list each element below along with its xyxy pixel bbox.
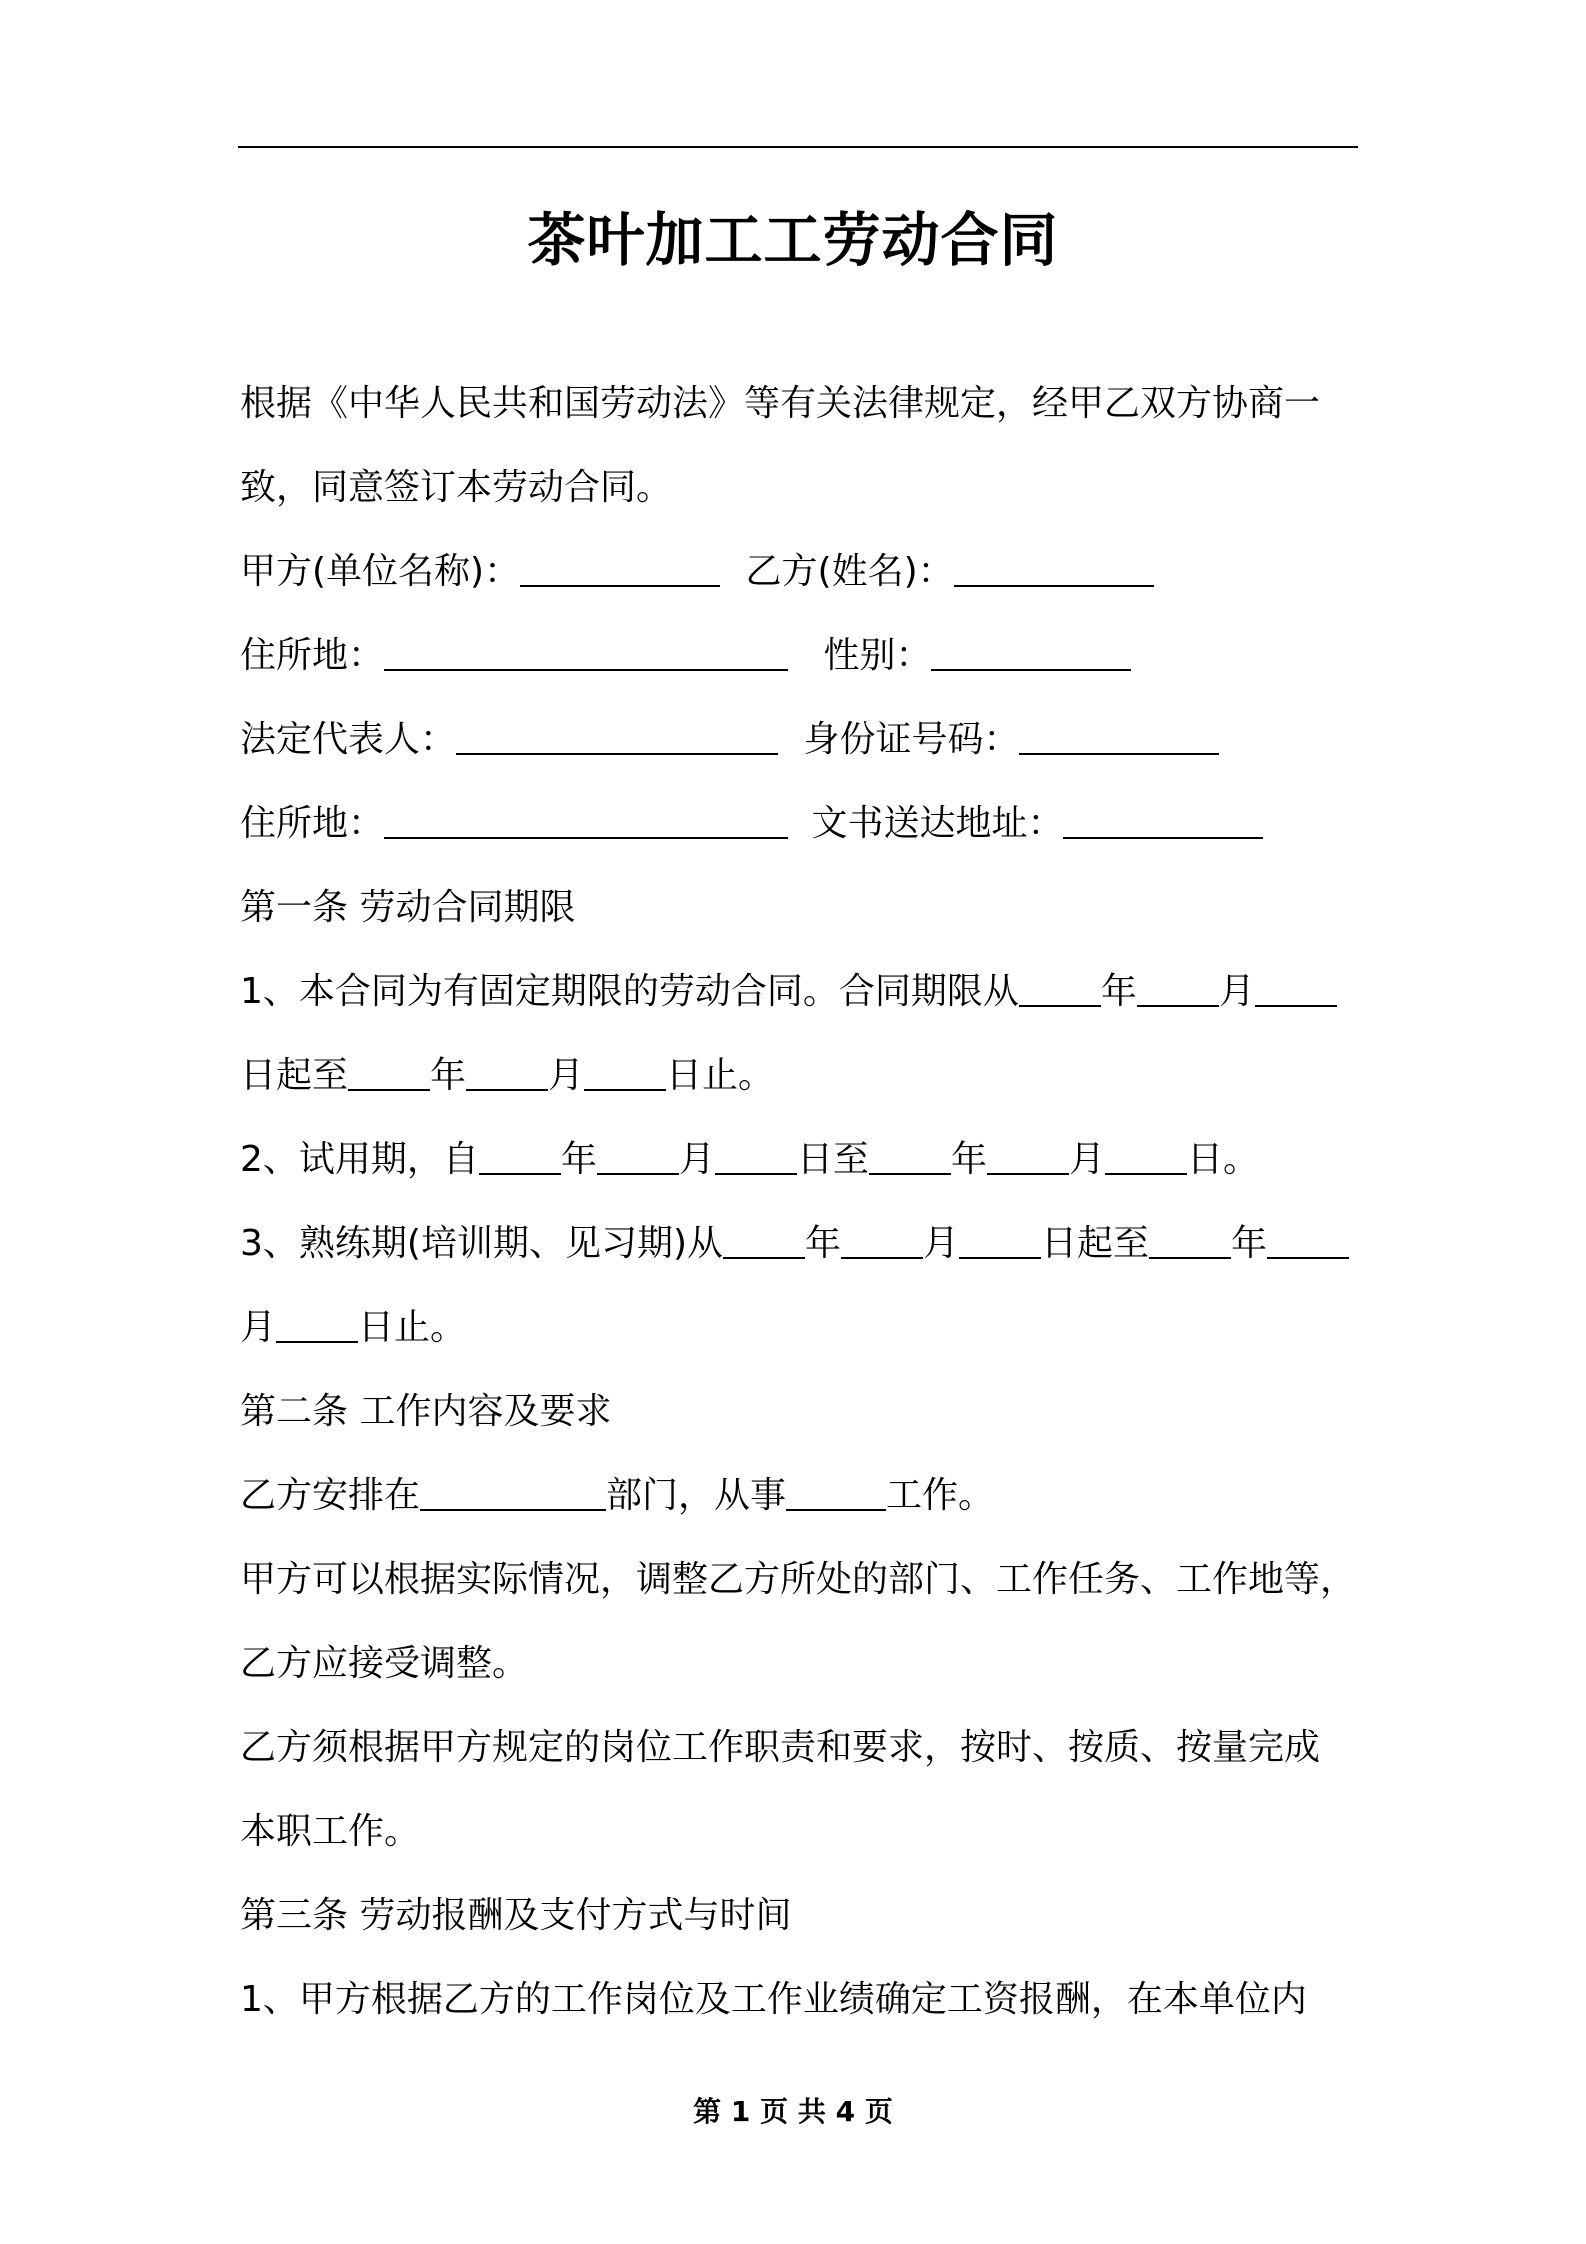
address-blank-1[interactable]	[384, 629, 788, 671]
party-b-label: 乙方(姓名)：	[745, 551, 954, 592]
article-2-para-3-line-2: 本职工作。	[240, 1811, 421, 1852]
probation-end-year-blank[interactable]	[869, 1133, 951, 1175]
header-rule	[238, 146, 1358, 148]
month-label: 月	[923, 1223, 960, 1264]
training-period-text: 3、熟练期(培训期、见习期)从	[240, 1223, 723, 1264]
legal-rep-blank[interactable]	[456, 713, 778, 755]
party-b-name-blank[interactable]	[954, 545, 1154, 587]
end-stop-label: 日止。	[358, 1307, 467, 1348]
training-end-year-blank[interactable]	[1149, 1217, 1231, 1259]
month-label: 月	[1218, 971, 1255, 1012]
id-number-blank[interactable]	[1019, 713, 1219, 755]
month-label: 月	[548, 1055, 585, 1096]
party-row-4	[240, 794, 1263, 854]
month-label: 月	[1068, 1139, 1105, 1180]
day-to-label: 日至	[796, 1139, 869, 1180]
start-year-blank[interactable]	[1019, 965, 1101, 1007]
gender-blank[interactable]	[931, 629, 1131, 671]
probation-start-year-blank[interactable]	[479, 1133, 561, 1175]
page-indicator: 第 1 页 共 4 页	[693, 2095, 893, 2128]
intro-line-1: 根据《中华人民共和国劳动法》等有关法律规定，经甲乙双方协商一	[240, 383, 1321, 424]
article-2-para-2-line-1: 甲方可以根据实际情况，调整乙方所处的部门、工作任务、工作地等，	[240, 1559, 1357, 1600]
month-label: 月	[240, 1307, 277, 1348]
year-label: 年	[950, 1139, 987, 1180]
article-1-item-1-line-1	[240, 962, 1337, 1022]
probation-text: 2、试用期，自	[240, 1139, 479, 1180]
day-from-label: 日起至	[1041, 1223, 1150, 1264]
service-address-label: 文书送达地址：	[811, 803, 1064, 844]
article-1-item-3-line-1	[240, 1214, 1349, 1274]
probation-end-month-blank[interactable]	[987, 1133, 1069, 1175]
id-number-label: 身份证号码：	[803, 719, 1020, 760]
end-year-blank[interactable]	[348, 1049, 430, 1091]
year-label: 年	[1100, 971, 1137, 1012]
end-stop-label: 日止。	[666, 1055, 775, 1096]
gender-label: 性别：	[823, 635, 932, 676]
training-start-day-blank[interactable]	[959, 1217, 1041, 1259]
address-blank-2[interactable]	[384, 797, 788, 839]
job-blank[interactable]	[786, 1469, 886, 1511]
year-label: 年	[805, 1223, 842, 1264]
article-2-para-3-line-1: 乙方须根据甲方规定的岗位工作职责和要求，按时、按质、按量完成	[240, 1727, 1321, 1768]
start-day-blank[interactable]	[1255, 965, 1337, 1007]
article-3-item-1: 1、甲方根据乙方的工作岗位及工作业绩确定工资报酬，在本单位内	[240, 1979, 1307, 2020]
training-start-month-blank[interactable]	[841, 1217, 923, 1259]
probation-end-day-blank[interactable]	[1105, 1133, 1187, 1175]
party-row-1	[240, 542, 1154, 602]
article-1-item-1-text: 1、本合同为有固定期限的劳动合同。合同期限从	[240, 971, 1019, 1012]
training-end-day-blank[interactable]	[276, 1301, 358, 1343]
year-label: 年	[430, 1055, 467, 1096]
probation-start-month-blank[interactable]	[597, 1133, 679, 1175]
end-month-blank[interactable]	[466, 1049, 548, 1091]
party-row-2	[240, 626, 1131, 686]
party-a-label: 甲方(单位名称)：	[240, 551, 521, 592]
address-label-2: 住所地：	[240, 803, 385, 844]
probation-start-day-blank[interactable]	[715, 1133, 797, 1175]
training-start-year-blank[interactable]	[723, 1217, 805, 1259]
department-text: 部门，从事	[606, 1475, 787, 1516]
article-1-item-3-line-2	[240, 1298, 466, 1358]
article-1-item-2	[240, 1130, 1259, 1190]
assignment-text: 乙方安排在	[240, 1475, 421, 1516]
article-1-item-1-line-2	[240, 1046, 774, 1106]
month-label: 月	[678, 1139, 715, 1180]
article-1-heading: 第一条 劳动合同期限	[240, 887, 576, 928]
intro-line-2: 致，同意签订本劳动合同。	[240, 467, 673, 508]
end-day-label: 日。	[1186, 1139, 1259, 1180]
party-row-3	[240, 710, 1219, 770]
article-2-line-1	[240, 1466, 994, 1526]
service-address-blank[interactable]	[1063, 797, 1263, 839]
department-blank[interactable]	[420, 1469, 606, 1511]
end-day-blank[interactable]	[584, 1049, 666, 1091]
address-label-1: 住所地：	[240, 635, 385, 676]
job-text: 工作。	[886, 1475, 995, 1516]
start-month-blank[interactable]	[1137, 965, 1219, 1007]
year-label: 年	[1231, 1223, 1268, 1264]
document-title: 茶叶加工工劳动合同	[527, 206, 1059, 274]
legal-rep-label: 法定代表人：	[240, 719, 457, 760]
training-end-month-blank-a[interactable]	[1267, 1217, 1349, 1259]
start-to-label: 日起至	[240, 1055, 349, 1096]
year-label: 年	[560, 1139, 597, 1180]
article-2-para-2-line-2: 乙方应接受调整。	[240, 1643, 529, 1684]
party-a-name-blank[interactable]	[520, 545, 720, 587]
article-3-heading: 第三条 劳动报酬及支付方式与时间	[240, 1895, 792, 1936]
article-2-heading: 第二条 工作内容及要求	[240, 1391, 612, 1432]
